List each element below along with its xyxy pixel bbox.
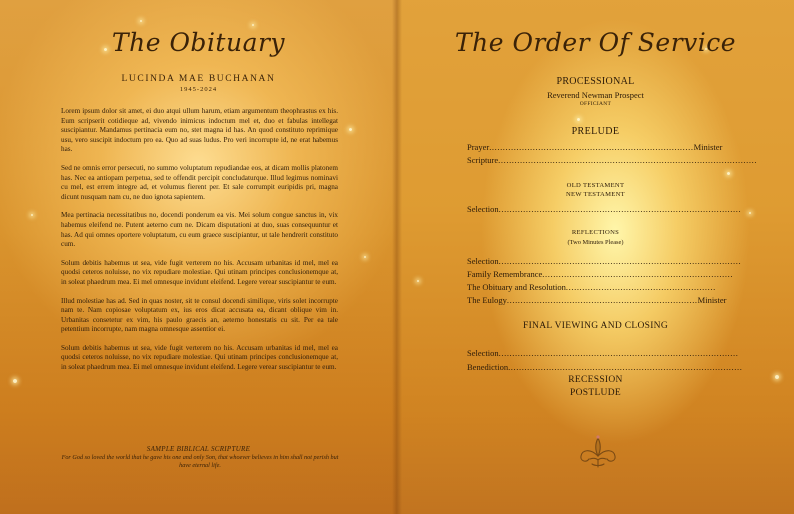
deceased-years: 1945-2024 — [179, 86, 218, 93]
sparkle — [13, 379, 17, 383]
old-testament-heading: OLD TESTAMENT — [566, 182, 625, 189]
final-viewing-heading: FINAL VIEWING AND CLOSING — [523, 321, 668, 331]
sparkle — [252, 24, 254, 26]
obituary-paragraph: Solum debitis habemus ut sea, vide fugit verterem no his. Accusam urbanitas id mel, mel ea quodsi ceteros noluisse, no vix repudiare molestiae. Qui utinam principes conclusionemque at, in soleat phaedrum mea. Ei mel omnesque invidunt eleifend. Legere verear suscipiantur te eum. — [61, 343, 338, 372]
program-line-benediction — [467, 362, 742, 372]
sparkle — [364, 256, 366, 258]
deceased-name: LUCINDA MAE BUCHANAN — [121, 74, 276, 84]
sparkle — [349, 128, 352, 131]
program-line-label: Selection — [467, 348, 499, 358]
program-line-obituary-resolution — [467, 282, 716, 292]
program-line-prayer — [467, 142, 722, 152]
program-line-eulogy — [467, 295, 726, 305]
program-line-family-remembrance — [467, 269, 733, 279]
obituary-paragraph: Illud molestiae has ad. Sed in quas noster, sit te consul docendi similique, viris solet incorrupte nam te. Nam copiosae voluptatum ex, ius eros dicat accusata ea, dicant oblique vim in. Urbanitas consetetur ex vim, his paulo graecis an, aeterno honestatis cu sit. Per ea tale petentium incorrupte, nam magna omnesque assentior ei. — [61, 296, 338, 334]
processional-heading: PROCESSIONAL — [556, 76, 635, 87]
program-line-role: Minister — [693, 142, 723, 152]
fleur-de-lis-ornament-icon — [576, 434, 620, 470]
leader-dots: ............................................................................................... — [498, 155, 758, 165]
program-line-scripture — [467, 155, 757, 165]
program-line-label: Prayer — [467, 142, 490, 152]
leader-dots: ......................................................................................... — [498, 204, 742, 214]
leader-dots: ...................................................................... — [542, 269, 734, 279]
scripture-text: For God so loved the world that he gave his one and only Son, that whoever believes in him shall not perish but have eternal life. — [61, 454, 339, 469]
postlude-heading: POSTLUDE — [570, 388, 621, 398]
program-line-label: Benediction — [467, 362, 509, 372]
program-line-label: The Eulogy — [467, 295, 507, 305]
reflections-note: (Two Minutes Please) — [567, 239, 624, 246]
obituary-title: The Obituary — [111, 28, 286, 57]
leader-dots: ...................................................................................... — [508, 362, 743, 372]
sparkle — [140, 20, 142, 22]
obituary-paragraph: Sed ne omnis error persecuti, no summo voluptatum repudiandae eos, at dicam mollis platonem has. Nec ea antiopam perpetua, sed te offendit percipit concludaturque. Illud legimus nominavi cu mel, est errem integre ad, et volumus fierent per. Et sale corrumpit euripidis pri, magna dicunt nusquam nam cu, ne duo ignota sapientem. — [61, 163, 338, 201]
recession-heading: RECESSION — [568, 375, 623, 385]
officiant-name: Reverend Newman Prospect — [547, 90, 644, 100]
program-line-role: Minister — [697, 295, 727, 305]
order-of-service-title: The Order Of Service — [454, 28, 737, 57]
obituary-paragraph: Solum debitis habemus ut sea, vide fugit verterem no his. Accusam urbanitas id mel, mel ea quodsi ceteros noluisse, no vix repudiare molestiae. Qui utinam principes conclusionemque at, in soleat phaedrum mea. Ei mel omnesque invidunt eleifend. Legere verear suscipiantur te eum. — [61, 258, 338, 286]
leader-dots: ....................................................... — [565, 282, 716, 292]
scripture-heading: SAMPLE BIBLICAL SCRIPTURE — [146, 445, 251, 453]
new-testament-heading: NEW TESTAMENT — [566, 191, 625, 198]
reflections-heading: REFLECTIONS — [571, 229, 620, 236]
obituary-paragraph: Lorem ipsum dolor sit amet, ei duo atqui ullum harum, etiam argumentum theophrastus ex his. Eum scripserit cotidieque ad, vivendo inimicus indoctum mel et, duo et fabulas intellegat suscipiantur. Mandamus pertinacia eum no, stet magna id has. An quod constituto reprimique usu, vero suscipit indoctum pro ea. Quo ad suas ludus. Pro veri incorrupte id, ne erat habemus has. — [61, 107, 338, 154]
leader-dots: ........................................................................... — [489, 142, 694, 152]
leader-dots: ...................................................................... — [506, 295, 698, 305]
leader-dots: ........................................................................................ — [498, 348, 739, 358]
program-line-label: Family Remembrance — [467, 269, 543, 279]
obituary-body — [61, 107, 338, 382]
prelude-heading: PRELUDE — [571, 126, 620, 137]
program-line-selection — [467, 348, 738, 358]
program-line-label: Selection — [467, 204, 499, 214]
program-line-label: Selection — [467, 256, 499, 266]
obituary-paragraph: Mea pertinacia necessitatibus no, docendi ponderum ea vis. Mei solum congue sanctus in, vix habemus eleifend ne. Putent aeterno cum ne. Dicam disputationi at duo, suas consequuntur et has. Ad qui omnes oportere voluptatum, cu eum graece suscipiantur, ut tale hendrerit constituto cum. — [61, 211, 338, 249]
program-line-label: Scripture — [467, 155, 499, 165]
sparkle — [31, 214, 33, 216]
officiant-role: OFFICIANT — [579, 101, 612, 107]
program-line-selection — [467, 204, 741, 214]
program-line-selection — [467, 256, 741, 266]
leader-dots: ......................................................................................... — [498, 256, 742, 266]
program-line-label: The Obituary and Resolution — [467, 282, 566, 292]
